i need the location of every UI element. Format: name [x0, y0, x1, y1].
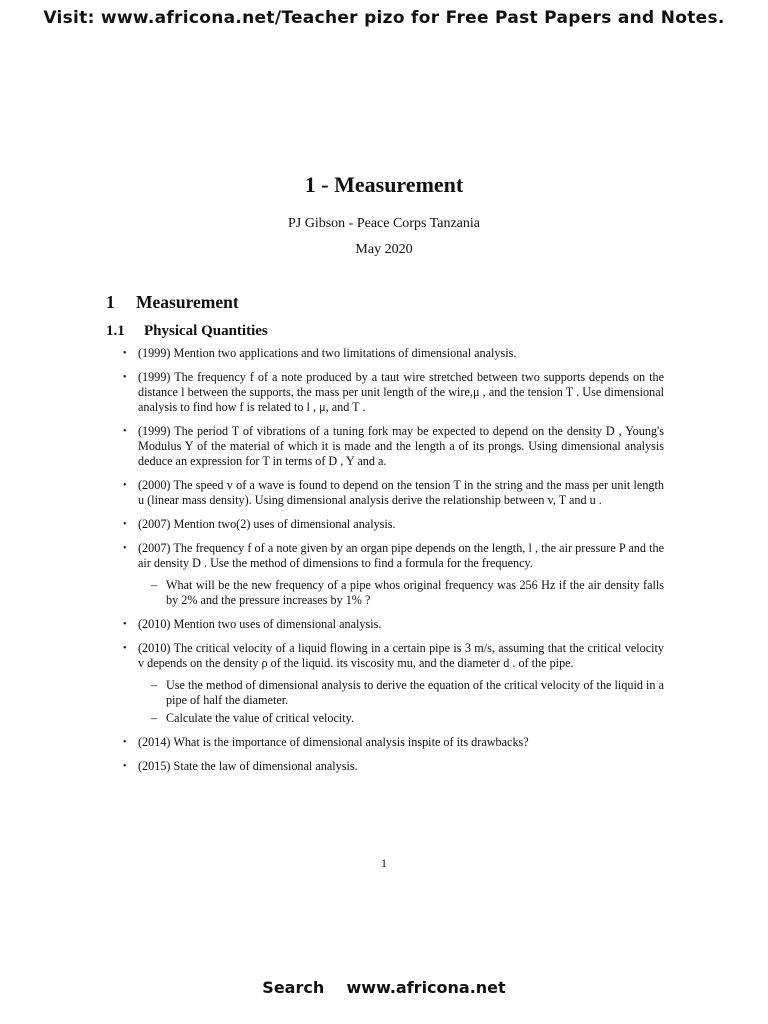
- subquestion-item: [138, 711, 664, 726]
- question-text: (2007) The frequency f of a note given by an organ pipe depends on the length, l , the air pressure P and the air density D . Use the method of dimensions to find a formula for the frequency.: [138, 541, 664, 570]
- question-item: [110, 517, 664, 532]
- question-text: (1999) The frequency f of a note produced by a taut wire stretched between two supports depends on the distance l between the supports, the mass per unit length of the wire,μ , and the tension T . Use dimensional analysis to find how f is related to l , μ, and T .: [138, 370, 664, 414]
- bullet-icon: •: [123, 519, 127, 530]
- question-item: [110, 541, 664, 608]
- bullet-icon: •: [123, 348, 127, 359]
- bullet-icon: •: [123, 761, 127, 772]
- question-text: (2014) What is the importance of dimensional analysis inspite of its drawbacks?: [138, 735, 529, 749]
- section-number: 1: [106, 292, 115, 312]
- question-text: (2010) The critical velocity of a liquid flowing in a certain pipe is 3 m/s, assuming that the critical velocity v depends on the density ρ of the liquid. its viscosity mu, and the diameter d . of the pipe.: [138, 641, 664, 670]
- question-item: [110, 370, 664, 415]
- header-banner: Visit: www.africona.net/Teacher pizo for Free Past Papers and Notes.: [43, 8, 725, 28]
- bullet-icon: •: [123, 543, 127, 554]
- question-item: [110, 759, 664, 774]
- question-text: (2010) Mention two uses of dimensional analysis.: [138, 617, 382, 631]
- footer-banner: Search www.africona.net: [262, 978, 506, 997]
- document-author: PJ Gibson - Peace Corps Tanzania: [287, 216, 480, 231]
- bullet-icon: •: [123, 737, 127, 748]
- subquestion-text: Use the method of dimensional analysis to derive the equation of the critical velocity of the liquid in a pipe of half the diameter.: [166, 678, 664, 707]
- bullet-icon: •: [123, 372, 127, 383]
- dash-icon: –: [151, 711, 158, 725]
- subquestion-item: [138, 678, 664, 708]
- page-number: 1: [381, 856, 387, 870]
- question-item: [110, 478, 664, 508]
- section-title: Measurement: [136, 292, 239, 312]
- title-block: [0, 172, 768, 258]
- question-text: (1999) Mention two applications and two limitations of dimensional analysis.: [138, 346, 517, 360]
- dash-icon: –: [151, 678, 158, 692]
- subsection-title: Physical Quantities: [144, 323, 268, 339]
- question-item: [110, 641, 664, 726]
- subsection-number: 1.1: [106, 323, 125, 339]
- question-item: [110, 617, 664, 632]
- question-text: (2015) State the law of dimensional analysis.: [138, 759, 358, 773]
- document-title: 1 - Measurement: [304, 172, 464, 197]
- document-date: May 2020: [355, 242, 413, 257]
- question-text: (2000) The speed v of a wave is found to depend on the tension T in the string and the mass per unit length u (linear mass density). Using dimensional analysis derive the relationship between v, T and u .: [138, 478, 664, 507]
- dash-icon: –: [151, 578, 158, 592]
- subquestion-text: Calculate the value of critical velocity.: [166, 711, 355, 725]
- subquestion-item: [138, 578, 664, 608]
- question-text: (1999) The period T of vibrations of a tuning fork may be expected to depend on the density D , Young's Modulus Y of the material of which it is made and the length a of its prongs. Using dimensional analysis deduce an expression for T in terms of D , Y and a.: [138, 424, 664, 468]
- bullet-icon: •: [123, 480, 127, 491]
- subquestion-list: [138, 578, 664, 608]
- subquestion-text: What will be the new frequency of a pipe whos original frequency was 256 Hz if the air density falls by 2% and the pressure increases by 1% ?: [166, 578, 664, 607]
- question-text: (2007) Mention two(2) uses of dimensional analysis.: [138, 517, 396, 531]
- question-list: [110, 346, 664, 783]
- question-item: [110, 346, 664, 361]
- subquestion-list: [138, 678, 664, 726]
- section-heading: [106, 292, 239, 313]
- question-item: [110, 735, 664, 750]
- question-item: [110, 424, 664, 469]
- bullet-icon: •: [123, 619, 127, 630]
- bullet-icon: •: [123, 426, 127, 437]
- bullet-icon: •: [123, 643, 127, 654]
- subsection-heading: [106, 323, 268, 340]
